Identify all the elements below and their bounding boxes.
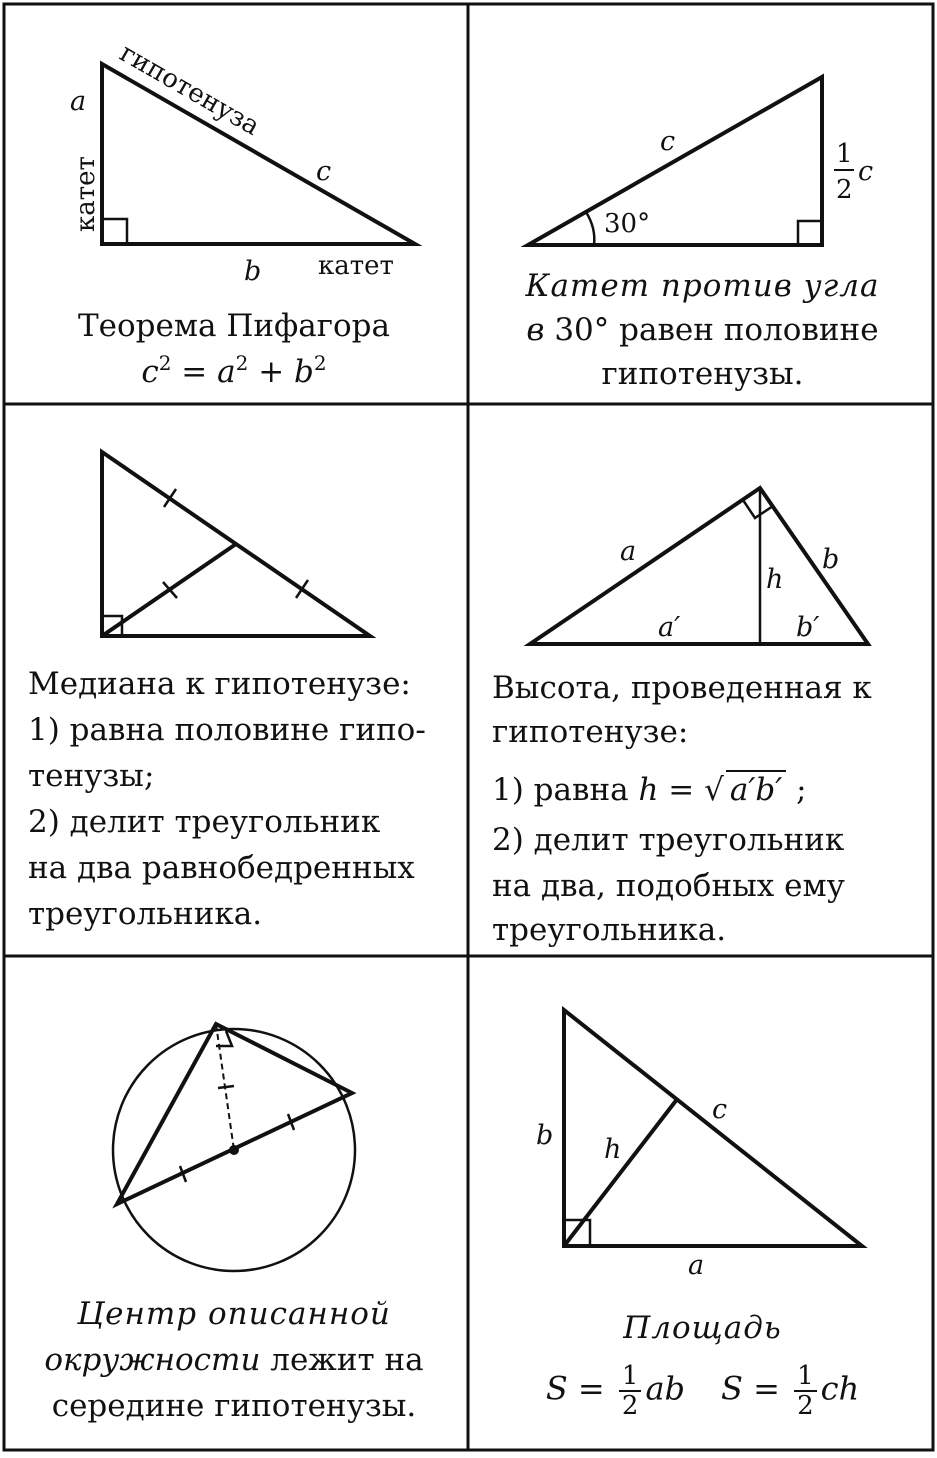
- label-c: c: [660, 126, 676, 157]
- label-b: b: [822, 544, 840, 575]
- label-katet-vertical: катет: [71, 156, 101, 232]
- caption-line-6: треугольника.: [28, 896, 263, 932]
- formula1-s: S: [545, 1369, 568, 1408]
- formula-b: b: [294, 354, 314, 390]
- formula2-rest: ch: [820, 1369, 860, 1408]
- caption-line-6: треугольника.: [492, 912, 727, 948]
- label-hypotenuse: гипотенуза: [114, 38, 265, 142]
- caption-line-3: середине гипотенузы.: [51, 1388, 417, 1424]
- formula2-num: 1: [794, 1362, 817, 1392]
- caption-line-2: [468, 308, 937, 352]
- area-formulas: [468, 1362, 937, 1420]
- angle-arc: [586, 212, 594, 245]
- cell-pythagorean-theorem: [0, 0, 468, 404]
- label-h: h: [604, 1134, 622, 1165]
- caption-line-3: тенузы;: [28, 758, 155, 794]
- formula2-s: S: [721, 1369, 743, 1408]
- label-half-num: 1: [836, 139, 853, 169]
- caption-line-2-italic: окружности: [44, 1342, 261, 1378]
- label-angle-30: 30°: [604, 209, 651, 239]
- caption-line-3: гипотенузы.: [601, 356, 804, 392]
- caption-formula-line: [492, 768, 932, 812]
- sqrt-sign: √: [704, 772, 724, 808]
- caption-line-1: Катет против угла: [525, 268, 880, 304]
- label-half-c: c: [858, 156, 874, 187]
- inscribed-triangle: [117, 1024, 352, 1204]
- center-point: [229, 1145, 239, 1155]
- altitude-line: [564, 1098, 678, 1246]
- formula1-rest: ab: [645, 1369, 686, 1408]
- caption-line-1: Медиана к гипотенузе:: [28, 666, 411, 702]
- cell-area: [468, 956, 937, 1450]
- cell-altitude-to-hypotenuse: [468, 404, 937, 956]
- caption-line-2: 1) равна половине гипо-: [28, 712, 426, 748]
- formula-suffix: ;: [786, 772, 807, 808]
- formula-exp-3: 2: [313, 351, 327, 375]
- formula-c: c: [141, 354, 159, 390]
- cell-median-to-hypotenuse: [0, 404, 468, 956]
- cell-circumcircle-center: [0, 956, 468, 1450]
- label-c: c: [316, 156, 332, 187]
- formula-prefix: 1) равна: [492, 772, 639, 808]
- formula2-den: 2: [797, 1391, 814, 1421]
- label-b: b: [244, 256, 262, 287]
- caption-line-2-rest: 30° равен половине: [544, 312, 879, 348]
- formula1-eq: =: [567, 1369, 615, 1408]
- caption-line-2: [0, 1338, 468, 1382]
- caption-line-5: на два равнобедренных: [28, 850, 415, 886]
- caption-line-2: гипотенузе:: [492, 714, 689, 750]
- tick-mark-1: [218, 1086, 234, 1088]
- right-triangle: [102, 64, 415, 244]
- cell-30-degree-leg: [468, 0, 937, 404]
- label-katet-horizontal: катет: [318, 251, 394, 281]
- formula-exp-1: 2: [158, 351, 172, 375]
- label-half-den: 2: [836, 175, 853, 205]
- formula1-fraction: [619, 1362, 642, 1420]
- caption-line-2-italic: в: [526, 312, 545, 348]
- formula-h: h: [638, 772, 659, 808]
- pythagoras-formula: [0, 350, 468, 394]
- right-angle-mark: [102, 219, 127, 244]
- formula1-num: 1: [619, 1362, 642, 1392]
- formula-a: a: [217, 354, 236, 390]
- tick-mark-2: [296, 580, 308, 598]
- formula-plus: +: [248, 354, 295, 390]
- label-a: a: [70, 86, 87, 117]
- label-a: a: [620, 536, 637, 567]
- area-title: Площадь: [623, 1310, 782, 1346]
- caption-line-2-rest: лежит на: [260, 1342, 424, 1378]
- label-b: b: [536, 1120, 554, 1151]
- label-a-prime: a′: [658, 612, 681, 643]
- caption-line-1: Центр описанной: [77, 1296, 391, 1332]
- formula2-eq: =: [742, 1369, 791, 1408]
- caption-line-4: 2) делит треугольник: [28, 804, 381, 840]
- pythagoras-title: Теорема Пифагора: [78, 308, 390, 344]
- right-triangle: [528, 77, 822, 245]
- label-h: h: [766, 564, 784, 595]
- formula2-fraction: [794, 1362, 817, 1420]
- formula-exp-2: 2: [235, 351, 249, 375]
- right-angle-mark: [798, 221, 822, 245]
- formula-eq: =: [658, 772, 705, 808]
- formula-eq: =: [171, 354, 218, 390]
- formula1-den: 2: [621, 1391, 639, 1421]
- caption-line-1: Высота, проведенная к: [492, 670, 872, 706]
- caption-line-4: 2) делит треугольник: [492, 822, 845, 858]
- formula-root: a′b′: [726, 770, 786, 808]
- right-triangle: [564, 1010, 862, 1246]
- caption-line-5: на два, подобных ему: [492, 868, 845, 904]
- label-c: c: [712, 1094, 728, 1125]
- label-b-prime: b′: [796, 612, 820, 643]
- label-a: a: [688, 1250, 705, 1281]
